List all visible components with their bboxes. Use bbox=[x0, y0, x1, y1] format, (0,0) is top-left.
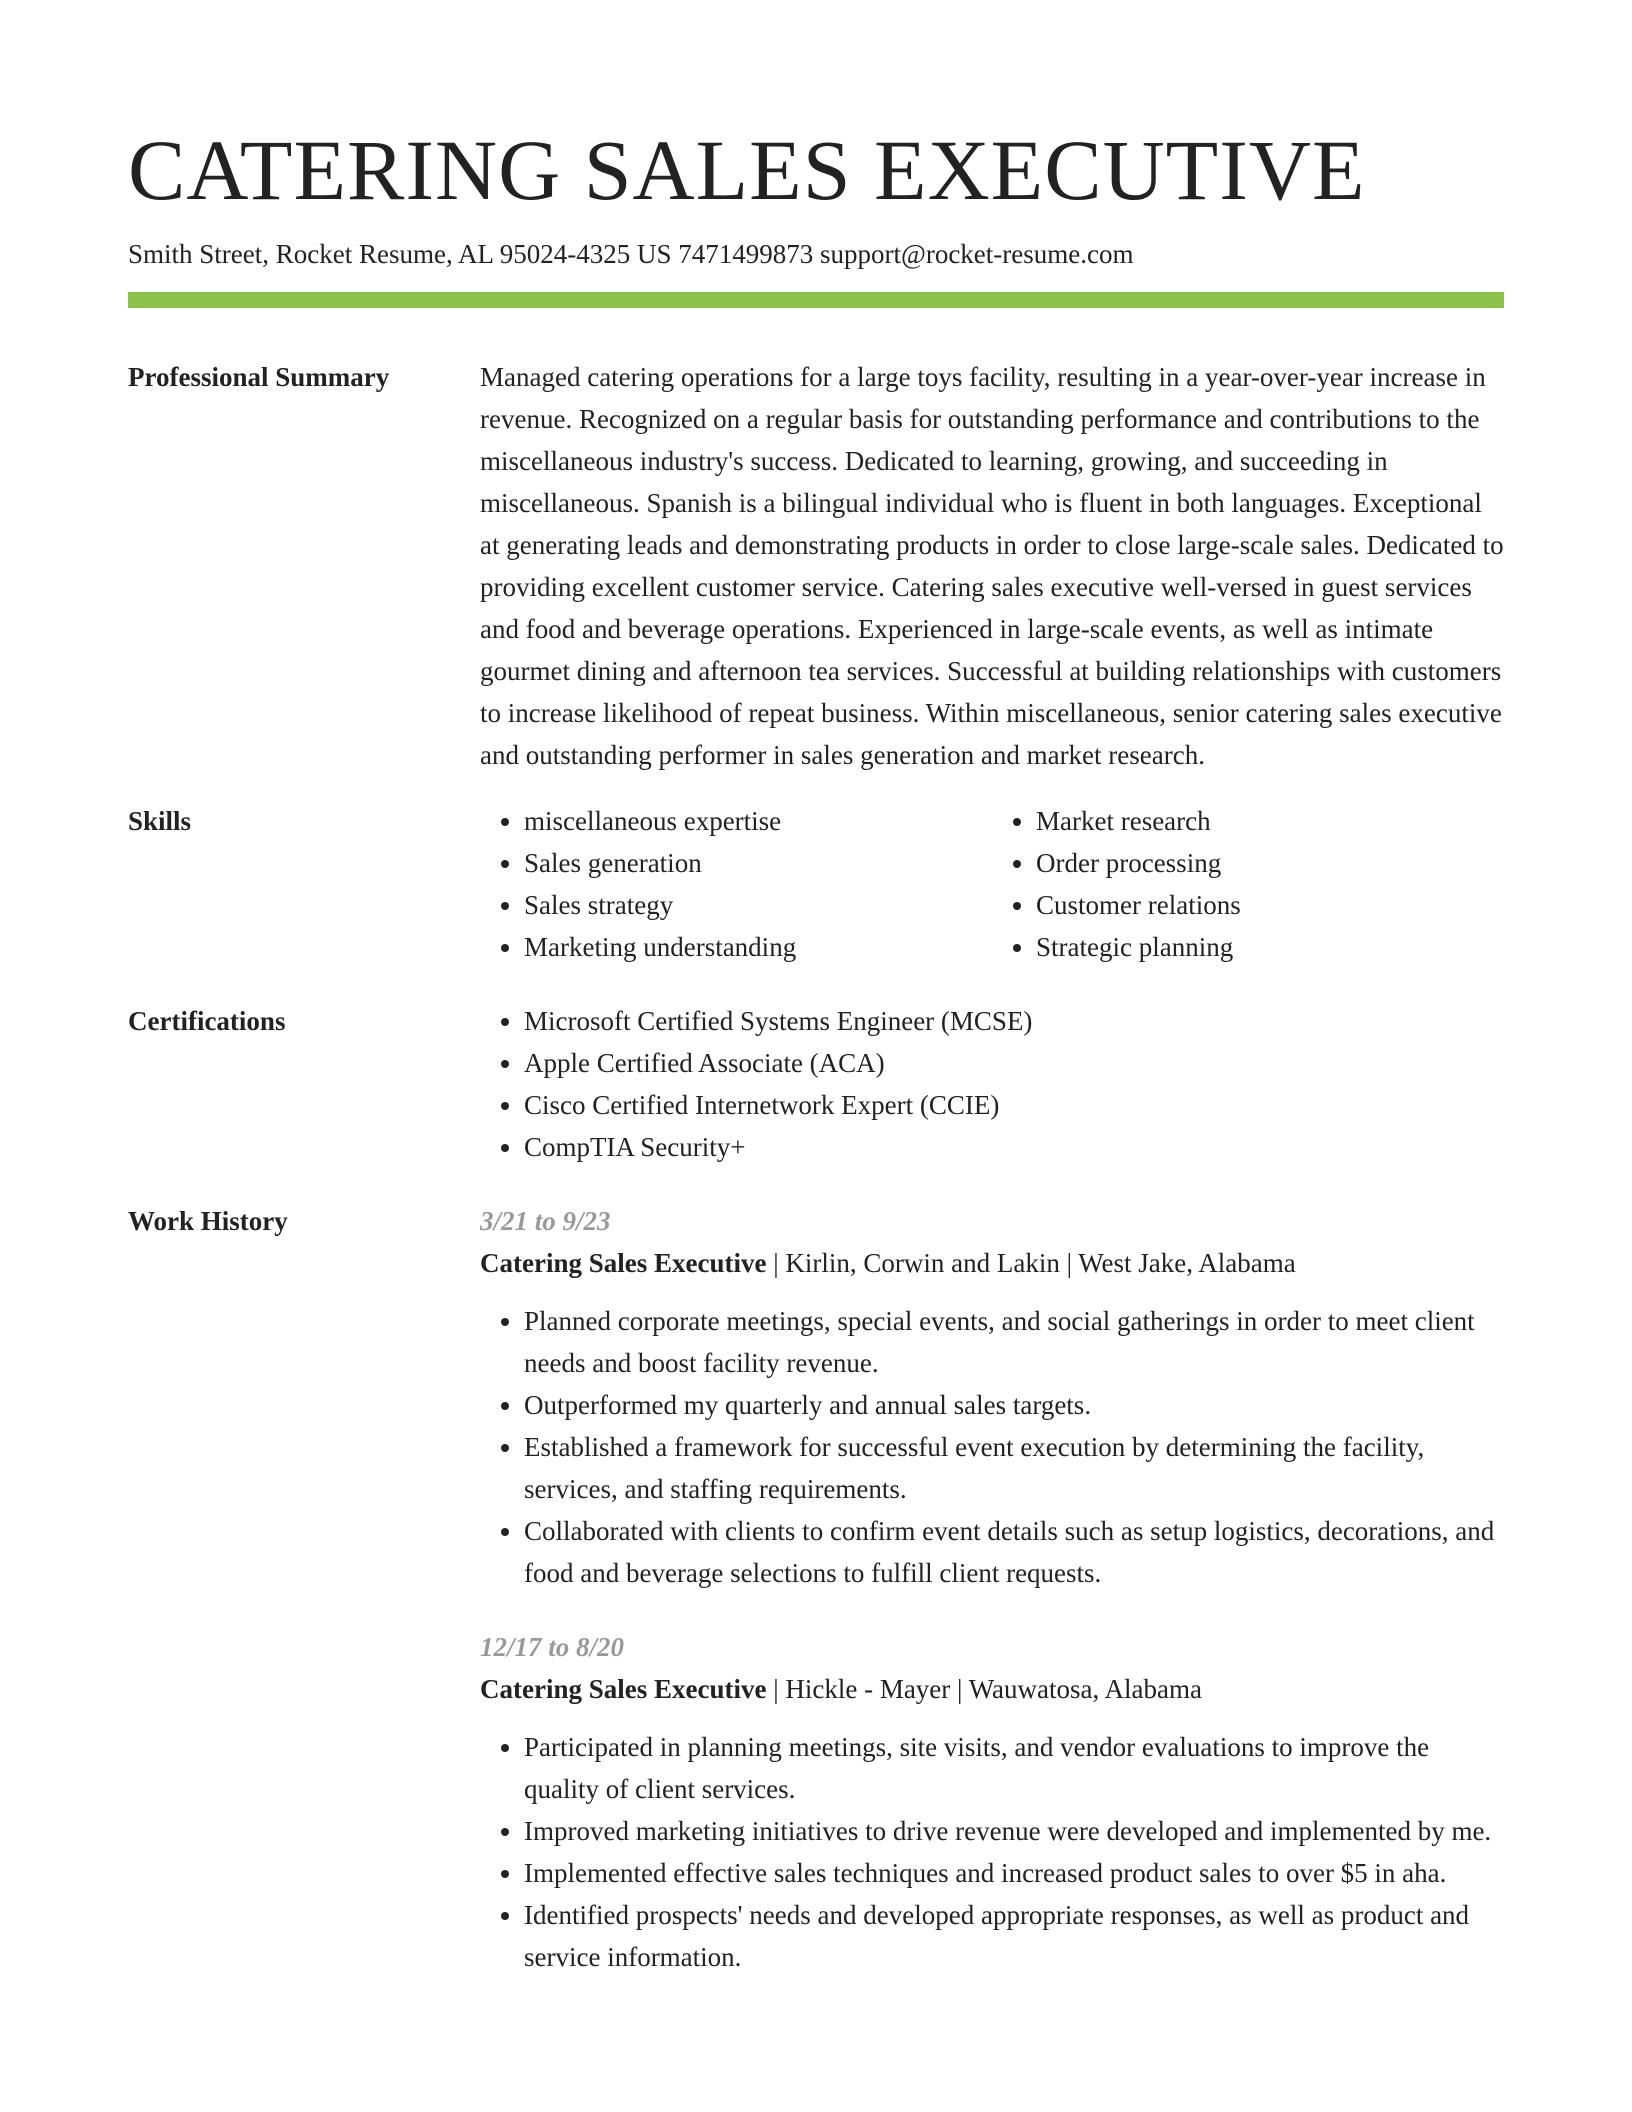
section-content bbox=[480, 1000, 1504, 1168]
job-bullets bbox=[480, 1300, 1504, 1594]
section-label: Professional Summary bbox=[128, 362, 390, 392]
list-item: • Implemented effective sales techniques and increased product sales to over $5 in aha. bbox=[524, 1852, 1504, 1894]
job-bullets bbox=[480, 1726, 1504, 1978]
list-item: • CompTIA Security+ bbox=[524, 1126, 1504, 1168]
list-item: • Cisco Certified Internetwork Expert (CCIE) bbox=[524, 1084, 1504, 1126]
list-item: • Identified prospects' needs and developed appropriate responses, as well as product and service information. bbox=[524, 1894, 1504, 1978]
certifications-list bbox=[480, 1000, 1504, 1168]
list-item: • Collaborated with clients to confirm event details such as setup logistics, decorations, and food and beverage selections to fulfill client requests. bbox=[524, 1510, 1504, 1594]
job-details: | Hickle - Mayer | Wauwatosa, Alabama bbox=[766, 1674, 1202, 1704]
list-item: • Sales generation bbox=[524, 842, 992, 884]
section-content bbox=[480, 356, 1504, 776]
job-title: Catering Sales Executive bbox=[480, 1248, 767, 1278]
skills-section bbox=[128, 800, 1504, 968]
page-title: CATERING SALES EXECUTIVE bbox=[128, 122, 1366, 218]
list-item: • Customer relations bbox=[1036, 884, 1504, 926]
job-heading bbox=[480, 1668, 1504, 1710]
list-item: • Outperformed my quarterly and annual sales targets. bbox=[524, 1384, 1504, 1426]
job-entry bbox=[480, 1626, 1504, 1978]
job-entry bbox=[480, 1200, 1504, 1594]
section-label: Certifications bbox=[128, 1006, 286, 1036]
skills-list bbox=[480, 800, 1504, 968]
summary-section bbox=[128, 356, 1504, 776]
summary-text: Managed catering operations for a large toys facility, resulting in a year-over-year increase in revenue. Recognized on a regular basis for outstanding performance and contributions to the miscellaneous industry's success. Dedicated to learning, growing, and succeeding in miscellaneous. Spanish is a bilingual individual who is fluent in both languages. Exceptional at generating leads and demonstrating products in order to close large-scale sales. Dedicated to providing excellent customer service. Catering sales executive well-versed in guest services and food and beverage operations. Experienced in large-scale events, as well as intimate gourmet dining and afternoon tea services. Successful at building relationships with customers to increase likelihood of repeat business. Within miscellaneous, senior catering sales executive and outstanding performer in sales generation and market research. bbox=[480, 362, 1504, 770]
skills-column-1 bbox=[480, 800, 992, 968]
list-item: • Planned corporate meetings, special events, and social gatherings in order to meet client needs and boost facility revenue. bbox=[524, 1300, 1504, 1384]
list-item: • Apple Certified Associate (ACA) bbox=[524, 1042, 1504, 1084]
list-item: • Order processing bbox=[1036, 842, 1504, 884]
skills-column-2 bbox=[992, 800, 1504, 968]
contact-line: Smith Street, Rocket Resume, AL 95024-4325 US 7471499873 support@rocket-resume.com bbox=[128, 239, 1134, 269]
section-label: Skills bbox=[128, 806, 192, 836]
section-label: Work History bbox=[128, 1206, 288, 1236]
job-heading bbox=[480, 1242, 1504, 1284]
header-divider bbox=[128, 292, 1504, 308]
list-item: • Sales strategy bbox=[524, 884, 992, 926]
list-item: • Established a framework for successful event execution by determining the facility, services, and staffing requirements. bbox=[524, 1426, 1504, 1510]
job-title: Catering Sales Executive bbox=[480, 1674, 767, 1704]
job-dates: 3/21 to 9/23 bbox=[480, 1206, 611, 1236]
list-item: • Market research bbox=[1036, 800, 1504, 842]
resume-page bbox=[128, 0, 1504, 1978]
list-item: • Microsoft Certified Systems Engineer (MCSE) bbox=[524, 1000, 1504, 1042]
list-item: • Participated in planning meetings, site visits, and vendor evaluations to improve the quality of client services. bbox=[524, 1726, 1504, 1810]
section-content bbox=[480, 1200, 1504, 1978]
certifications-section bbox=[128, 1000, 1504, 1168]
list-item: • Marketing understanding bbox=[524, 926, 992, 968]
list-item: • miscellaneous expertise bbox=[524, 800, 992, 842]
job-dates: 12/17 to 8/20 bbox=[480, 1632, 625, 1662]
work-history-section bbox=[128, 1200, 1504, 1978]
list-item: • Strategic planning bbox=[1036, 926, 1504, 968]
job-details: | Kirlin, Corwin and Lakin | West Jake, Alabama bbox=[766, 1248, 1296, 1278]
list-item: • Improved marketing initiatives to drive revenue were developed and implemented by me. bbox=[524, 1810, 1504, 1852]
